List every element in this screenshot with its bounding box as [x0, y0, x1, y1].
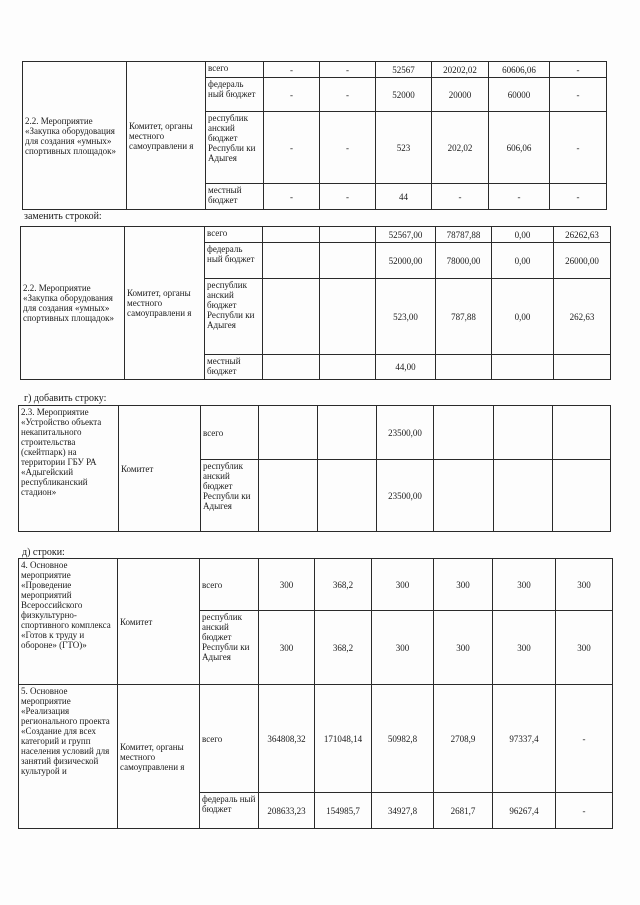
value-cell: 52567,00	[376, 227, 436, 243]
value-cell: 300	[556, 559, 613, 611]
old-row-table	[22, 61, 607, 210]
value-cell: 60000	[489, 78, 550, 112]
value-cell: -	[320, 112, 376, 184]
value-cell: 52000	[376, 78, 432, 112]
value-cell	[434, 460, 494, 532]
value-cell: 96267,4	[493, 793, 556, 829]
value-cell: 0,00	[492, 243, 554, 279]
value-cell: 154985,7	[315, 793, 372, 829]
caption-add: г) добавить строку:	[24, 393, 107, 404]
value-cell: 364808,32	[259, 685, 315, 793]
value-cell: -	[556, 793, 613, 829]
value-cell	[494, 460, 553, 532]
value-cell	[320, 279, 376, 355]
value-cell	[554, 355, 611, 380]
value-cell: 523,00	[376, 279, 436, 355]
value-cell: 26262,63	[554, 227, 611, 243]
value-cell: 2708,9	[434, 685, 493, 793]
value-cell	[263, 355, 320, 380]
funding-source: всего	[205, 227, 263, 243]
value-cell	[263, 243, 320, 279]
value-cell: -	[432, 184, 489, 210]
value-cell	[259, 460, 318, 532]
value-cell: 23500,00	[377, 460, 434, 532]
value-cell: -	[550, 184, 607, 210]
value-cell	[318, 406, 377, 460]
measure-name: 5. Основное мероприятие «Реализация регионального проекта «Создание для всех категорий и групп населения условий для занятий физической культурой и	[19, 685, 118, 829]
value-cell: -	[489, 184, 550, 210]
value-cell: -	[550, 78, 607, 112]
funding-source: республик анский бюджет Республи ки Адыгея	[200, 611, 259, 685]
value-cell: 208633,23	[259, 793, 315, 829]
value-cell	[318, 460, 377, 532]
value-cell: -	[550, 112, 607, 184]
value-cell: -	[320, 78, 376, 112]
value-cell	[259, 406, 318, 460]
value-cell: 300	[372, 611, 434, 685]
value-cell	[494, 406, 553, 460]
value-cell: 300	[493, 559, 556, 611]
measure-name: 2.3. Мероприятие «Устройство объекта некапитального строительства (скейтпарк) на территории ГБУ РА «Адыгейский республиканский стадион»	[19, 406, 119, 532]
value-cell: 606,06	[489, 112, 550, 184]
value-cell: 300	[556, 611, 613, 685]
value-cell	[436, 355, 492, 380]
value-cell: 20202,02	[432, 62, 489, 78]
value-cell: 52567	[376, 62, 432, 78]
value-cell: 52000,00	[376, 243, 436, 279]
table-row	[19, 559, 613, 611]
table-row	[19, 406, 611, 460]
value-cell: 368,2	[315, 559, 372, 611]
value-cell: 171048,14	[315, 685, 372, 793]
value-cell	[320, 355, 376, 380]
executor: Комитет	[118, 559, 200, 685]
value-cell: -	[320, 184, 376, 210]
caption-rows: д) строки:	[22, 547, 65, 558]
funding-source: всего	[206, 62, 264, 78]
funding-source: республик анский бюджет Республи ки Адыгея	[201, 460, 259, 532]
value-cell	[263, 227, 320, 243]
value-cell: 26000,00	[554, 243, 611, 279]
value-cell: 2681,7	[434, 793, 493, 829]
value-cell: 34927,8	[372, 793, 434, 829]
value-cell	[553, 406, 611, 460]
funding-source: местный бюджет	[206, 184, 264, 210]
funding-source: федераль ный бюджет	[206, 78, 264, 112]
funding-source: республик анский бюджет Республи ки Адыгея	[205, 279, 263, 355]
value-cell: 300	[372, 559, 434, 611]
funding-source: федераль ный бюджет	[205, 243, 263, 279]
executor: Комитет, органы местного самоуправлени я	[127, 62, 206, 210]
value-cell	[320, 227, 376, 243]
value-cell: -	[264, 112, 320, 184]
value-cell: 50982,8	[372, 685, 434, 793]
funding-source: всего	[200, 559, 259, 611]
measure-name: 2.2. Мероприятие «Закупка оборудования для создания «умных» спортивных площадок»	[21, 227, 125, 380]
funding-source: всего	[201, 406, 259, 460]
executor: Комитет	[119, 406, 201, 532]
value-cell: 60606,06	[489, 62, 550, 78]
value-cell: 787,88	[436, 279, 492, 355]
value-cell: -	[264, 78, 320, 112]
funding-source: всего	[200, 685, 259, 793]
value-cell	[263, 279, 320, 355]
value-cell: 23500,00	[377, 406, 434, 460]
value-cell: 202,02	[432, 112, 489, 184]
measure-name: 4. Основное мероприятие «Проведение мероприятий Всероссийского физкультурно-спортивного комплекса «Готов к труду и обороне» (ГТО)»	[19, 559, 118, 685]
value-cell: 523	[376, 112, 432, 184]
value-cell: 368,2	[315, 611, 372, 685]
value-cell: -	[556, 685, 613, 793]
value-cell	[434, 406, 494, 460]
value-cell: 78000,00	[436, 243, 492, 279]
funding-source: федераль ный бюджет	[200, 793, 259, 829]
rows-table	[18, 558, 613, 829]
funding-source: местный бюджет	[205, 355, 263, 380]
measure-name: 2.2. Мероприятие «Закупка оборудовация для создания «умных» спортивных площадок»	[23, 62, 127, 210]
executor: Комитет, органы местного самоуправлени я	[118, 685, 200, 829]
value-cell: -	[264, 62, 320, 78]
value-cell: 300	[434, 559, 493, 611]
table-row	[21, 227, 611, 243]
new-row-table	[20, 226, 611, 380]
value-cell: 20000	[432, 78, 489, 112]
value-cell: -	[264, 184, 320, 210]
funding-source: республик анский бюджет Республи ки Адыгея	[206, 112, 264, 184]
value-cell: 262,63	[554, 279, 611, 355]
value-cell: 0,00	[492, 279, 554, 355]
value-cell: 0,00	[492, 227, 554, 243]
value-cell: -	[320, 62, 376, 78]
table-row	[23, 62, 607, 78]
value-cell: 44,00	[376, 355, 436, 380]
value-cell	[553, 460, 611, 532]
executor: Комитет, органы местного самоуправлени я	[125, 227, 205, 380]
value-cell: 300	[259, 559, 315, 611]
value-cell: 300	[493, 611, 556, 685]
value-cell: 300	[434, 611, 493, 685]
table-row	[19, 685, 613, 793]
value-cell	[492, 355, 554, 380]
value-cell: 300	[259, 611, 315, 685]
value-cell	[320, 243, 376, 279]
value-cell: -	[550, 62, 607, 78]
add-row-table	[18, 405, 611, 532]
caption-replace: заменить строкой:	[24, 211, 102, 222]
value-cell: 78787,88	[436, 227, 492, 243]
value-cell: 97337,4	[493, 685, 556, 793]
value-cell: 44	[376, 184, 432, 210]
